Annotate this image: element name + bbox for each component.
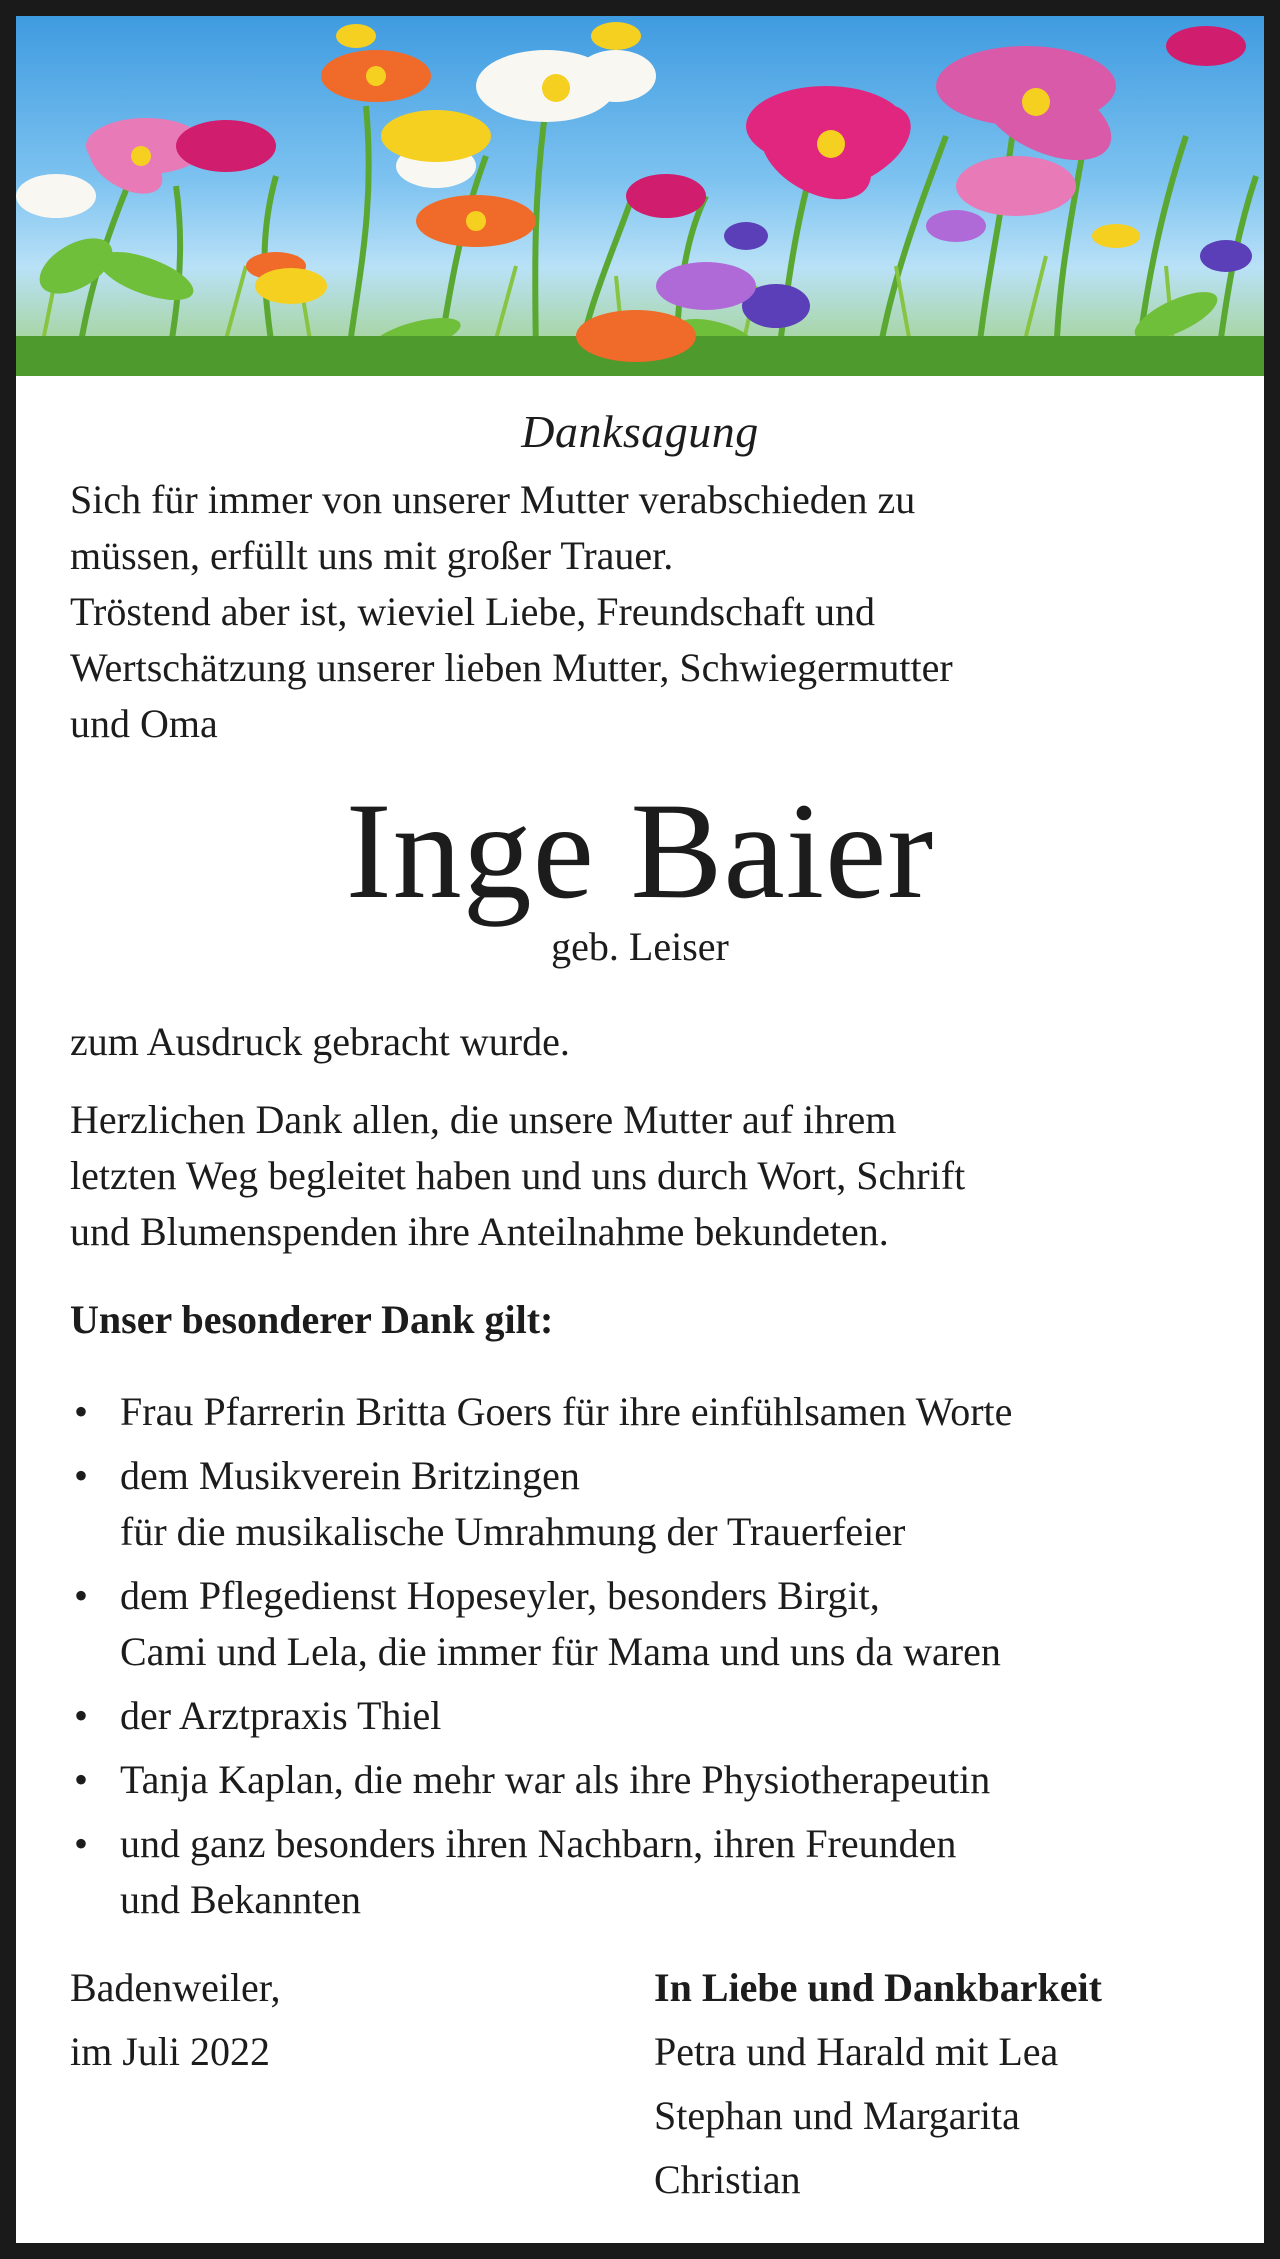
list-item bbox=[70, 1568, 1210, 1680]
list-item-text: der Arztpraxis Thiel bbox=[120, 1693, 442, 1738]
bullet-icon: • bbox=[74, 1693, 89, 1738]
bullet-icon: • bbox=[74, 1757, 89, 1802]
signatory: Christian bbox=[654, 2157, 801, 2202]
place-and-date bbox=[70, 1956, 630, 2084]
special-thanks-list bbox=[70, 1384, 1210, 1928]
special-thanks-heading: Unser besonderer Dank gilt: bbox=[70, 1297, 554, 1342]
place: Badenweiler, bbox=[70, 1965, 281, 2010]
deceased-name: Inge Baier bbox=[345, 774, 935, 927]
list-item-text: dem Musikverein Britzingen für die musikalische Umrahmung der Trauerfeier bbox=[120, 1453, 906, 1554]
closing-line: In Liebe und Dankbarkeit bbox=[654, 1965, 1102, 2010]
date: im Juli 2022 bbox=[70, 2029, 271, 2074]
thanks-paragraph: Herzlichen Dank allen, die unsere Mutter auf ihrem letzten Weg begleitet haben und uns durch Wort, Schrift und Blumenspenden ihre Anteilnahme bekundeten. bbox=[70, 1097, 966, 1254]
signatory: Petra und Harald mit Lea bbox=[654, 2029, 1059, 2074]
signatures bbox=[654, 1956, 1210, 2212]
bullet-icon: • bbox=[74, 1573, 89, 1618]
list-item bbox=[70, 1752, 1210, 1808]
intro-paragraph: Sich für immer von unserer Mutter verabschieden zu müssen, erfüllt uns mit großer Trauer. Tröstend aber ist, wieviel Liebe, Freundschaft und Wertschätzung unserer lieben Mutter, Schwiegermutter und Oma bbox=[70, 477, 953, 746]
list-item bbox=[70, 1688, 1210, 1744]
list-item-text: dem Pflegedienst Hopeseyler, besonders Birgit, Cami und Lela, die immer für Mama und uns da waren bbox=[120, 1573, 1001, 1674]
list-item bbox=[70, 1816, 1210, 1928]
expressed-sentence: zum Ausdruck gebracht wurde. bbox=[70, 1019, 570, 1064]
obituary-notice bbox=[16, 16, 1264, 2243]
list-item-text: Tanja Kaplan, die mehr war als ihre Physiotherapeutin bbox=[120, 1757, 991, 1802]
notice-heading: Danksagung bbox=[521, 406, 759, 457]
list-item-text: und ganz besonders ihren Nachbarn, ihren Freunden und Bekannten bbox=[120, 1821, 957, 1922]
list-item bbox=[70, 1448, 1210, 1560]
bullet-icon: • bbox=[74, 1389, 89, 1434]
maiden-name: geb. Leiser bbox=[551, 924, 729, 969]
notice-body bbox=[70, 376, 1210, 1936]
wildflower-meadow-image bbox=[16, 16, 1264, 376]
list-item bbox=[70, 1384, 1210, 1440]
bullet-icon: • bbox=[74, 1821, 89, 1866]
signatory: Stephan und Margarita bbox=[654, 2093, 1020, 2138]
list-item-text: Frau Pfarrerin Britta Goers für ihre einfühlsamen Worte bbox=[120, 1389, 1013, 1434]
bullet-icon: • bbox=[74, 1453, 89, 1498]
